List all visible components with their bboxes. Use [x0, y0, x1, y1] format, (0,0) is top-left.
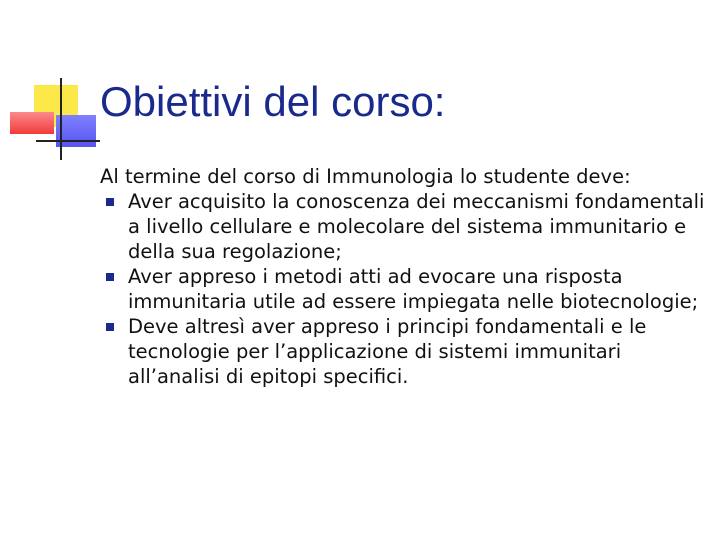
- list-item: [100, 189, 710, 264]
- bullet-text: Aver appreso i metodi atti ad evocare una risposta immunitaria utile ad essere impiegata nelle biotecnologie;: [128, 265, 699, 313]
- slide-title: Obiettivi del corso:: [100, 78, 446, 125]
- logo-blue-square: [56, 115, 96, 147]
- slide-body: [100, 164, 710, 389]
- logo-horizontal-line: [36, 140, 100, 142]
- list-item: [100, 264, 710, 314]
- logo-vertical-line: [60, 78, 62, 160]
- intro-text: Al termine del corso di Immunologia lo studente deve:: [100, 165, 631, 188]
- bullet-list: [100, 189, 710, 389]
- list-item: [100, 314, 710, 389]
- square-bullet-icon: [106, 198, 114, 206]
- bullet-text: Aver acquisito la conoscenza dei meccanismi fondamentali a livello cellulare e molecolare del sistema immunitario e della sua regolazione;: [128, 190, 705, 263]
- logo-red-bar: [10, 112, 54, 134]
- corner-logo: [0, 0, 110, 170]
- square-bullet-icon: [106, 323, 114, 331]
- bullet-text: Deve altresì aver appreso i principi fondamentali e le tecnologie per l’applicazione di sistemi immunitari all’analisi di epitopi specifici.: [128, 315, 647, 388]
- square-bullet-icon: [106, 273, 114, 281]
